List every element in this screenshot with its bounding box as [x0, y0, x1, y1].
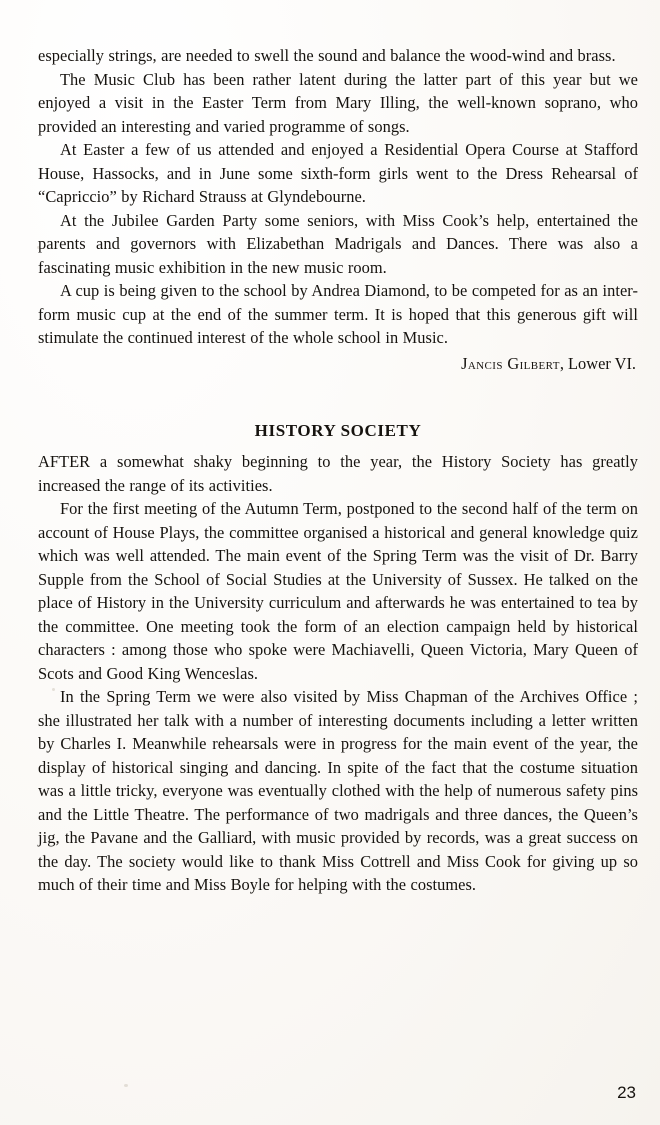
paragraph: For the first meeting of the Autumn Term, postponed to the second half of the term on account of House Plays, the committee organised a historical and general knowledge quiz which was well attended. The main event of the Spring Term was the visit of Dr. Barry Supple from the School of Social Studies at the University of Sussex. He talked on the place of History in the University curriculum and afterwards he was entertained to tea by the committee. One meeting took the form of an election campaign held by historical characters : among those who spoke were Machiavelli, Queen Victoria, Mary Queen of Scots and Good King Wenceslas.	[38, 499, 638, 683]
paragraph: especially strings, are needed to swell the sound and balance the wood-wind and brass.	[38, 46, 616, 65]
paragraph: A cup is being given to the school by Andrea Diamond, to be competed for as an inter-form music cup at the end of the summer term. It is hoped that this generous gift will stimulate the continued interest of the whole school in Music.	[38, 281, 638, 347]
document-body	[38, 44, 638, 897]
page-number: 23	[617, 1083, 636, 1102]
paragraph: In the Spring Term we were also visited by Miss Chapman of the Archives Office ; she illustrated her talk with a number of interesting documents including a letter written by Charles I. Meanwhile rehearsals were in progress for the main event of the year, the display of historical singing and dancing. In spite of the fact that the costume situation was a little tricky, everyone was eventually clothed with the help of numerous safety pins and the Little Theatre. The performance of two madrigals and three dances, the Queen’s jig, the Pavane and the Galliard, with music provided by records, was a great success on the day. The society would like to thank Miss Cottrell and Miss Cook for giving up so much of their time and Miss Boyle for helping with the costumes.	[38, 687, 638, 894]
article-signature	[38, 352, 638, 376]
section-music-continued	[38, 44, 638, 375]
section-heading: HISTORY SOCIETY	[254, 421, 422, 440]
paragraph: The Music Club has been rather latent during the latter part of this year but we enjoyed a visit in the Easter Term from Mary Illing, the well-known soprano, who provided an interesting and varied programme of songs.	[38, 69, 638, 136]
section-history-society	[38, 421, 638, 897]
paragraph: At Easter a few of us attended and enjoyed a Residential Opera Course at Stafford House, Hassocks, and in June some sixth-form girls went to the Dress Rehearsal of “Capriccio” by Richard Strauss at Glyndebourne.	[38, 140, 638, 206]
signature-author: Jancis Gilbert	[461, 353, 560, 373]
paragraph: AFTER a somewhat shaky beginning to the year, the History Society has greatly increased the range of its activities.	[38, 452, 638, 495]
paper-speck	[124, 1084, 128, 1087]
paragraph: At the Jubilee Garden Party some seniors, with Miss Cook’s help, entertained the parents and governors with Elizabethan Madrigals and Dances. There was also a fascinating music exhibition in the new music room.	[38, 210, 638, 277]
section-divider	[38, 375, 638, 421]
signature-suffix: , Lower VI.	[559, 353, 636, 373]
